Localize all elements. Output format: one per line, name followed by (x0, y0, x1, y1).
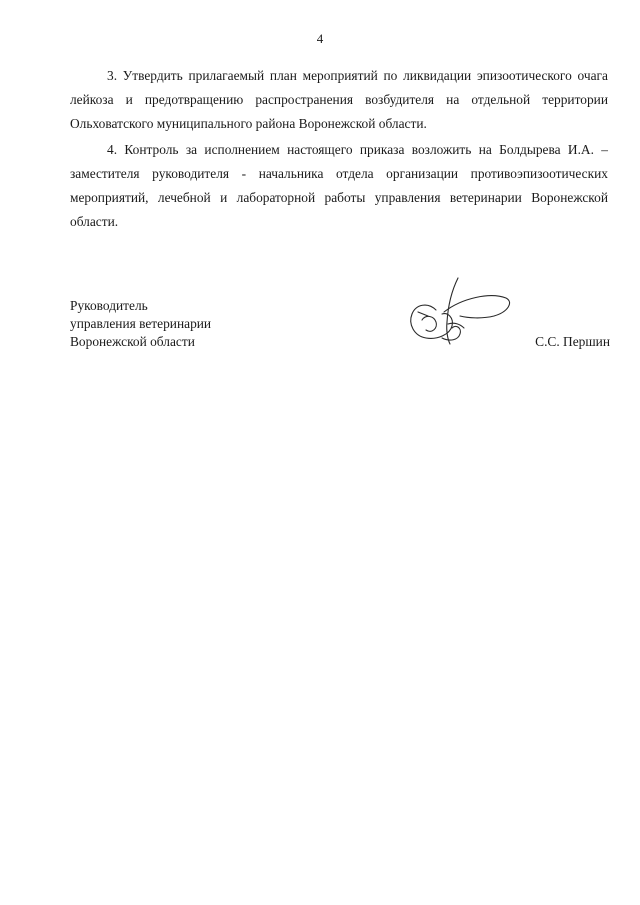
signatory-position-line-1: Руководитель (70, 298, 148, 313)
signature-drawing (398, 272, 516, 352)
paragraph-3: 3. Утвердить прилагаемый план мероприятий по ликвидации эпизоотического очага лейкоза и предотвращению распространения возбудителя на отдельной территории Ольховатского муниципального района Воронежской области. (70, 68, 608, 131)
paragraph-4: 4. Контроль за исполнением настоящего приказа возложить на Болдырева И.А. – заместителя руководителя - начальника отдела организации противоэпизоотических мероприятий, лечебной и лабораторной работы управления ветеринарии Воронежской области. (70, 142, 608, 229)
signatory-position-line-2: управления ветеринарии (70, 316, 212, 331)
signatory-name: С.С. Першин (535, 334, 610, 349)
page-number: 4 (316, 31, 324, 46)
signatory-position-line-3: Воронежской области (70, 334, 195, 349)
signatory-position (70, 297, 211, 351)
handwritten-signature (398, 272, 516, 352)
document-body (70, 64, 608, 236)
